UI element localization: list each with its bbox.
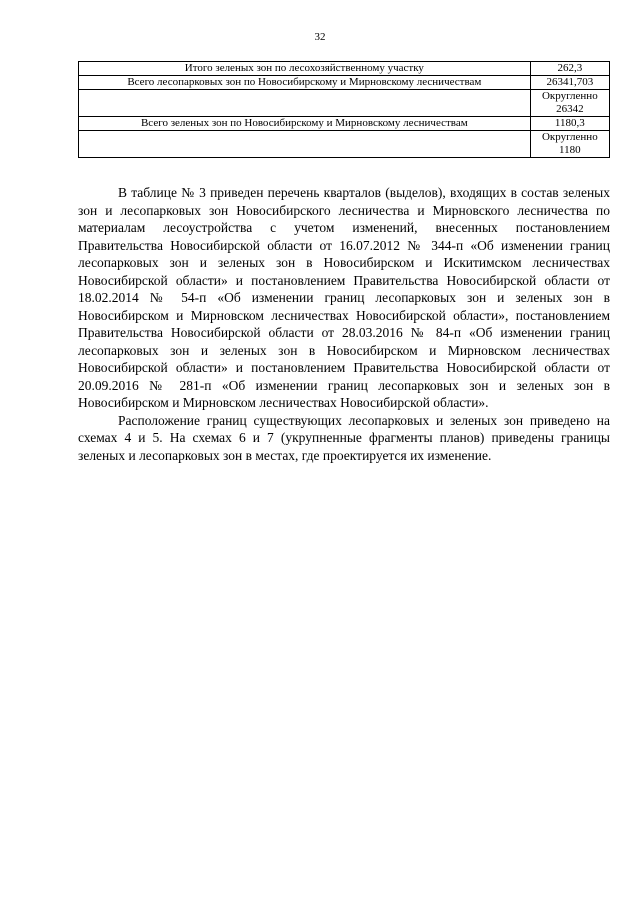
rounded-value: 26342 [556, 103, 584, 115]
row-label-spacer [79, 131, 531, 158]
row-value-green-zones-forestry-unit: 262,3 [530, 62, 609, 76]
row-label-forest-park-zones-total: Всего лесопарковых зон по Новосибирскому и Мирновскому лесничествам [79, 76, 531, 90]
table-row [79, 90, 610, 117]
paragraph-table-3-description: В таблице № 3 приведен перечень кварталов (выделов), входящих в состав зеленых зон и лесопарковых зон Новосибирского лесничества и Мирновского лесничества по материалам лесоустройства с учетом изменений, внесенных постановлением Правительства Новосибирской области от 16.07.2012 № 344-п «Об изменении границ лесопарковых зон и зеленых зон в Новосибирском и Искитимском лесничествах Новосибирской области» и постановлением Правительства Новосибирской области от 18.02.2014 № 54-п «Об изменении границ лесопарковых зон и зеленых зон в Новосибирском и Мирновском лесничествах Новосибирской области», постановлением Правительства Новосибирской области от 28.03.2016 № 84-п «Об изменении границ лесопарковых зон и зеленых зон в Новосибирском и Мирновском лесничествах Новосибирской области» и постановлением Правительства Новосибирской области от 20.09.2016 № 281-п «Об изменении границ лесопарковых зон и зеленых зон в Новосибирском и Мирновском лесничествах Новосибирской области». [78, 185, 610, 410]
table-row [79, 76, 610, 90]
body-text [78, 184, 610, 464]
rounded-value-green-zones [530, 131, 609, 158]
rounded-value-forest-park-zones [530, 90, 609, 117]
summary-table [78, 61, 610, 158]
rounded-label: Округленно [541, 90, 598, 102]
row-label-green-zones-forestry-unit: Итого зеленых зон по лесохозяйственному участку [79, 62, 531, 76]
table-row [79, 62, 610, 76]
paragraph-zone-boundaries-schemes: Расположение границ существующих лесопарковых и зеленых зон приведено на схемах 4 и 5. На схемах 6 и 7 (укрупненные фрагменты планов) приведены границы зеленых и лесопарковых зон в местах, где проектируется их изменение. [78, 412, 610, 463]
table-row [79, 131, 610, 158]
table-row [79, 117, 610, 131]
row-label-green-zones-total: Всего зеленых зон по Новосибирскому и Мирновскому лесничествам [79, 117, 531, 131]
row-value-green-zones-total: 1180,3 [530, 117, 609, 131]
rounded-label: Округленно [541, 131, 598, 143]
row-value-forest-park-zones-total: 26341,703 [530, 76, 609, 90]
page-number: 32 [314, 31, 326, 43]
rounded-value: 1180 [559, 144, 581, 156]
row-label-spacer [79, 90, 531, 117]
